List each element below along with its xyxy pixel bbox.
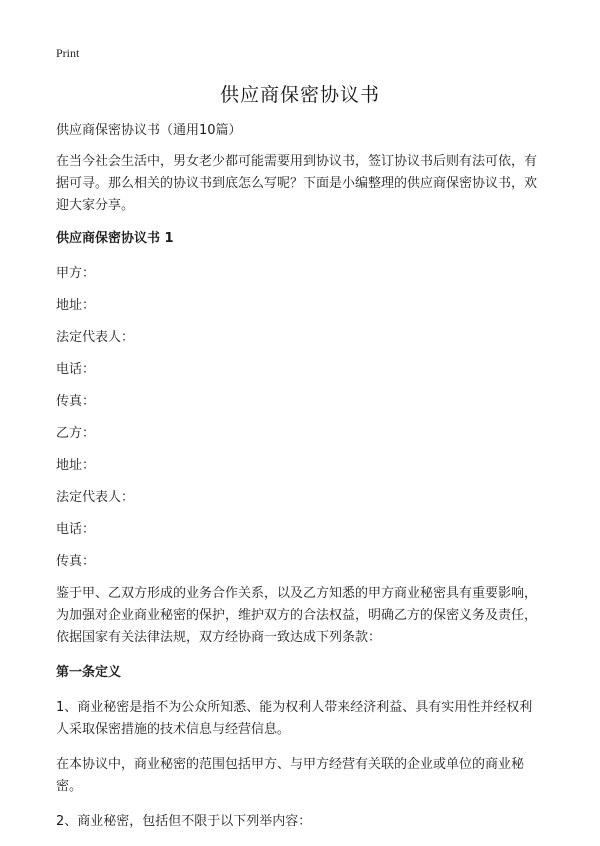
print-link[interactable]: Print bbox=[56, 46, 80, 60]
section-heading: 供应商保密协议书 1 bbox=[56, 231, 174, 246]
field-party-a: 甲方： bbox=[56, 266, 96, 281]
field-address-a: 地址： bbox=[56, 298, 96, 313]
field-phone-b: 电话： bbox=[56, 522, 96, 537]
page-title: 供应商保密协议书 bbox=[219, 84, 380, 106]
field-fax-b: 传真： bbox=[56, 554, 96, 569]
field-fax-a: 传真： bbox=[56, 394, 96, 409]
intro-paragraph: 在当今社会生活中，男女老少都可能需要用到协议书，签订协议书后则有法可依，有据可寻。那么相关的协议书到底怎么写呢？下面是小编整理的供应商保密协议书，欢迎大家分享。 bbox=[56, 154, 538, 213]
field-legal-rep-b: 法定代表人： bbox=[56, 490, 135, 505]
field-party-b: 乙方： bbox=[56, 426, 96, 441]
party-fields bbox=[56, 263, 544, 573]
article-paragraph: 在本协议中，商业秘密的范围包括甲方、与甲方经营有关联的企业或单位的商业秘密。 bbox=[56, 757, 525, 794]
document-subtitle: 供应商保密协议书（通用10篇） bbox=[56, 123, 242, 138]
article-heading: 第一条定义 bbox=[56, 665, 122, 680]
preamble-paragraph: 鉴于甲、乙双方形成的业务合作关系，以及乙方知悉的甲方商业秘密具有重要影响，为加强对企业商业秘密的保护，维护双方的合法权益，明确乙方的保密义务及责任，依据国家有关法律法规，双方经协商一致达成下列条款： bbox=[56, 586, 538, 645]
article-paragraph: 1、商业秘密是指不为公众所知悉、能为权利人带来经济利益、具有实用性并经权利人采取保密措施的技术信息与经营信息。 bbox=[56, 700, 533, 737]
field-legal-rep-a: 法定代表人： bbox=[56, 330, 135, 345]
field-address-b: 地址： bbox=[56, 458, 96, 473]
article-paragraph: 2、商业秘密，包括但不限于以下列举内容： bbox=[56, 814, 312, 829]
document-body bbox=[56, 120, 544, 846]
field-phone-a: 电话： bbox=[56, 362, 96, 377]
